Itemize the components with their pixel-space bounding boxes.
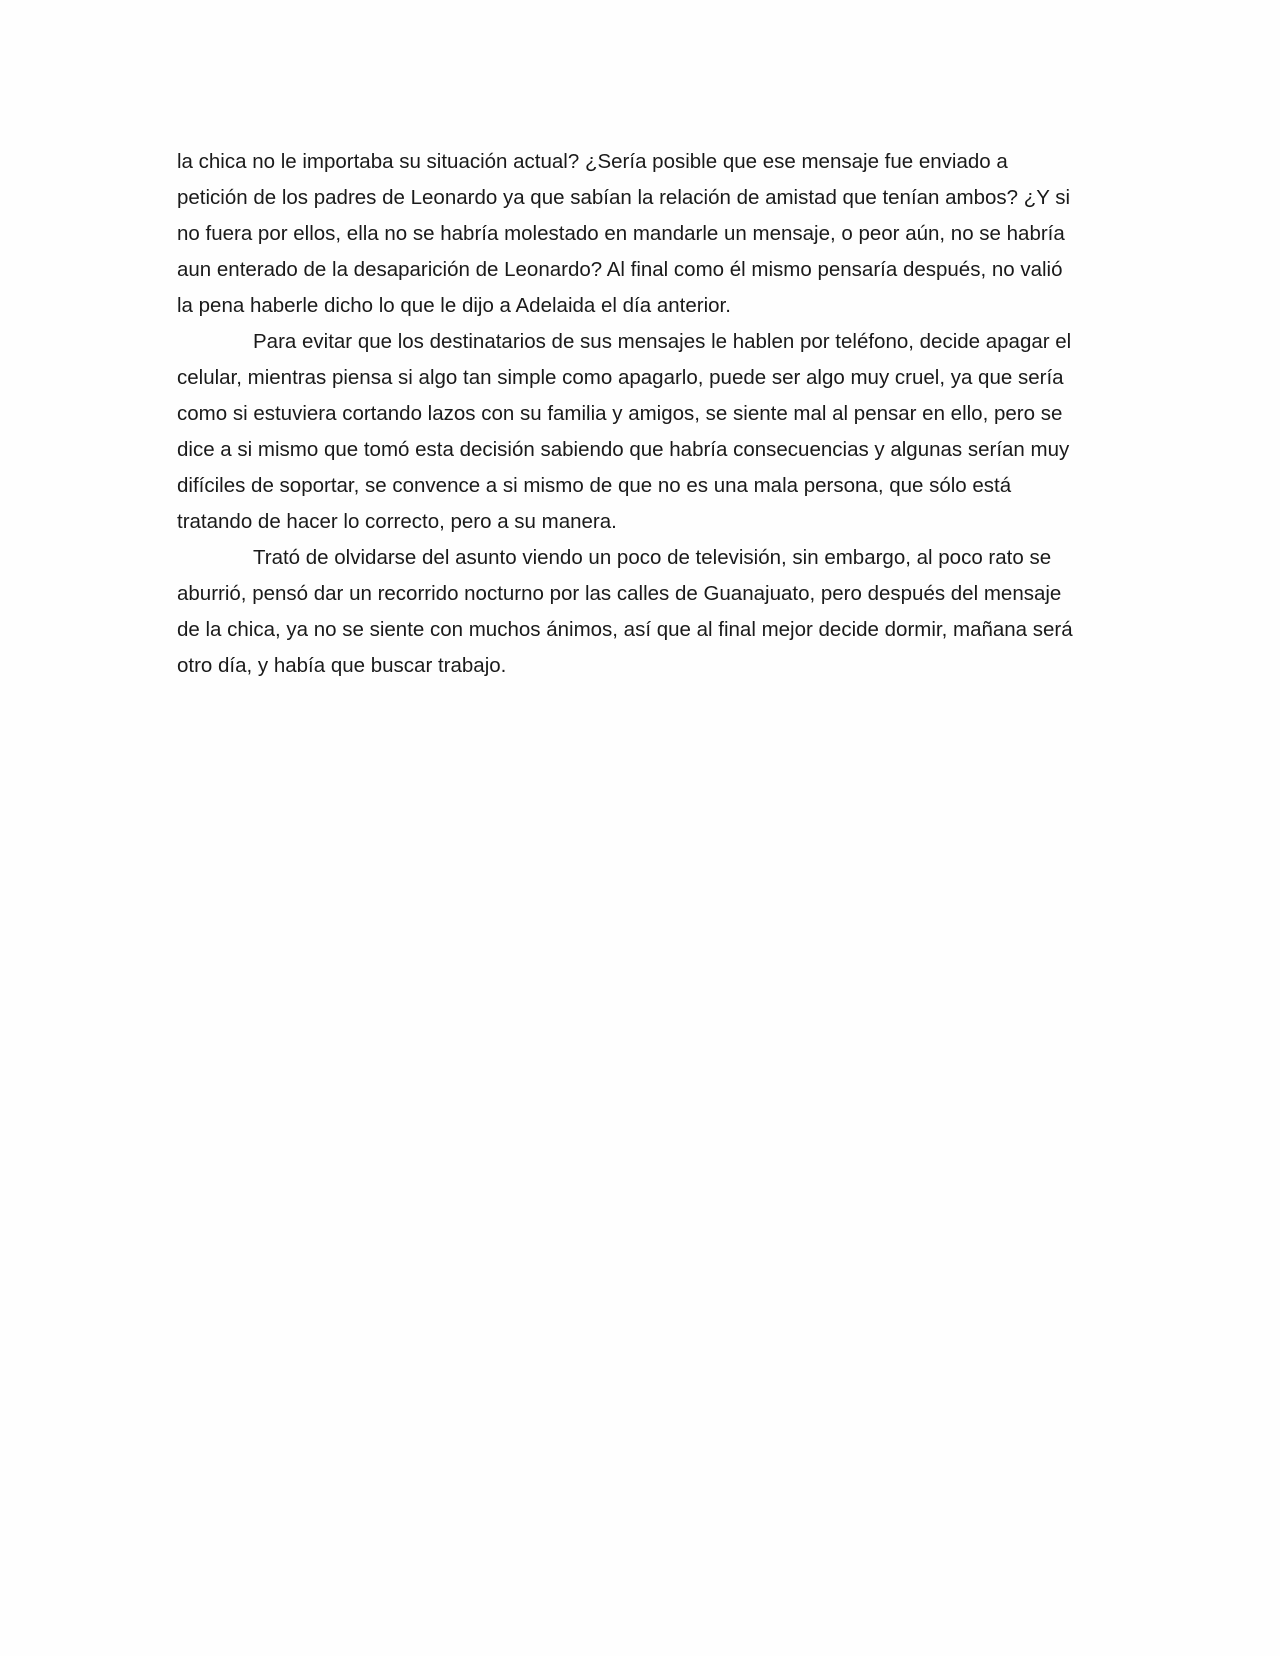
text-line: de la chica, ya no se siente con muchos ánimos, así que al final mejor decide dormir, mañana será — [177, 618, 1073, 641]
text-line: la chica no le importaba su situación actual? ¿Sería posible que ese mensaje fue enviado a — [177, 150, 1008, 173]
text-line: otro día, y había que buscar trabajo. — [177, 654, 507, 677]
text-line-first: Trató de olvidarse del asunto viendo un poco de televisión, sin embargo, al poco rato se — [253, 546, 1052, 569]
text-line: la pena haberle dicho lo que le dijo a Adelaida el día anterior. — [177, 294, 731, 317]
paragraph-3 — [177, 540, 1095, 684]
text-line: aun enterado de la desaparición de Leonardo? Al final como él mismo pensaría después, no valió — [177, 258, 1063, 281]
paragraph-2 — [177, 324, 1095, 540]
text-line: aburrió, pensó dar un recorrido nocturno por las calles de Guanajuato, pero después del mensaje — [177, 582, 1062, 605]
text-line: dice a si mismo que tomó esta decisión sabiendo que habría consecuencias y algunas serían muy — [177, 438, 1070, 461]
text-line-first: Para evitar que los destinatarios de sus mensajes le hablen por teléfono, decide apagar el — [253, 330, 1072, 353]
text-line: como si estuviera cortando lazos con su familia y amigos, se siente mal al pensar en ello, pero se — [177, 402, 1063, 425]
text-line: difíciles de soportar, se convence a si mismo de que no es una mala persona, que sólo está — [177, 474, 1012, 497]
body-text — [177, 144, 1095, 684]
text-line: celular, mientras piensa si algo tan simple como apagarlo, puede ser algo muy cruel, ya que sería — [177, 366, 1064, 389]
paragraph-1 — [177, 144, 1095, 324]
text-line: petición de los padres de Leonardo ya que sabían la relación de amistad que tenían ambos? ¿Y si — [177, 186, 1071, 209]
text-line: tratando de hacer lo correcto, pero a su manera. — [177, 510, 617, 533]
text-line: no fuera por ellos, ella no se habría molestado en mandarle un mensaje, o peor aún, no se habría — [177, 222, 1065, 245]
